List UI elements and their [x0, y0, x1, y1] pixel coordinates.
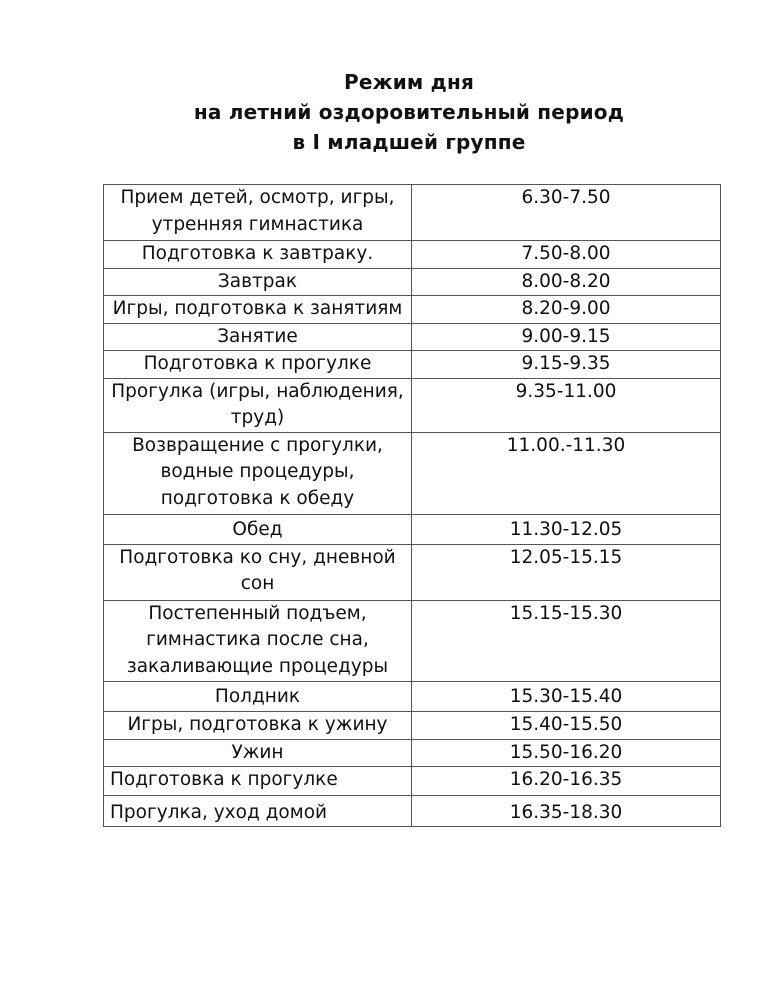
- time-cell: 8.20-9.00: [412, 296, 721, 324]
- time-cell: 16.20-16.35: [412, 767, 721, 796]
- table-row: [104, 681, 721, 711]
- time-cell: 15.15-15.30: [412, 600, 721, 681]
- time-cell: 8.00-8.20: [412, 268, 721, 296]
- activity-cell: Занятие: [104, 323, 412, 351]
- activity-cell: Прогулка (игры, наблюдения, труд): [104, 378, 412, 432]
- activity-cell: Прием детей, осмотр, игры, утренняя гимнастика: [104, 185, 412, 241]
- table-row: [104, 544, 721, 600]
- time-cell: 15.50-16.20: [412, 739, 721, 767]
- table-row: [104, 432, 721, 514]
- activity-cell: Полдник: [104, 681, 412, 711]
- table-row: [104, 351, 721, 379]
- document-title: [0, 67, 768, 157]
- time-cell: 9.15-9.35: [412, 351, 721, 379]
- table-row: [104, 767, 721, 796]
- table-row: [104, 241, 721, 269]
- activity-cell: Подготовка ко сну, дневной сон: [104, 544, 412, 600]
- title-line-2: на летний оздоровительный период: [193, 100, 625, 124]
- table-row: [104, 185, 721, 241]
- table-row: [104, 268, 721, 296]
- table-row: [104, 739, 721, 767]
- table-row: [104, 514, 721, 544]
- table-row: [104, 600, 721, 681]
- activity-cell: Подготовка к прогулке: [104, 767, 412, 796]
- time-cell: 12.05-15.15: [412, 544, 721, 600]
- activity-cell: Прогулка, уход домой: [104, 796, 412, 827]
- activity-cell: Постепенный подъем, гимнастика после сна, закаливающие процедуры: [104, 600, 412, 681]
- activity-cell: Возвращение с прогулки, водные процедуры, подготовка к обеду: [104, 432, 412, 514]
- activity-cell: Обед: [104, 514, 412, 544]
- table-row: [104, 378, 721, 432]
- activity-cell: Игры, подготовка к ужину: [104, 711, 412, 739]
- schedule-table: [103, 184, 721, 827]
- table-row: [104, 296, 721, 324]
- title-line-1: Режим дня: [343, 70, 475, 94]
- activity-cell: Подготовка к завтраку.: [104, 241, 412, 269]
- time-cell: 15.30-15.40: [412, 681, 721, 711]
- activity-cell: Завтрак: [104, 268, 412, 296]
- table-row: [104, 796, 721, 827]
- time-cell: 6.30-7.50: [412, 185, 721, 241]
- table-row: [104, 323, 721, 351]
- time-cell: 15.40-15.50: [412, 711, 721, 739]
- time-cell: 11.30-12.05: [412, 514, 721, 544]
- activity-cell: Подготовка к прогулке: [104, 351, 412, 379]
- time-cell: 11.00.-11.30: [412, 432, 721, 514]
- time-cell: 9.35-11.00: [412, 378, 721, 432]
- time-cell: 7.50-8.00: [412, 241, 721, 269]
- table-row: [104, 711, 721, 739]
- activity-cell: Ужин: [104, 739, 412, 767]
- time-cell: 16.35-18.30: [412, 796, 721, 827]
- title-line-3: в I младшей группе: [292, 130, 526, 154]
- activity-cell: Игры, подготовка к занятиям: [104, 296, 412, 324]
- time-cell: 9.00-9.15: [412, 323, 721, 351]
